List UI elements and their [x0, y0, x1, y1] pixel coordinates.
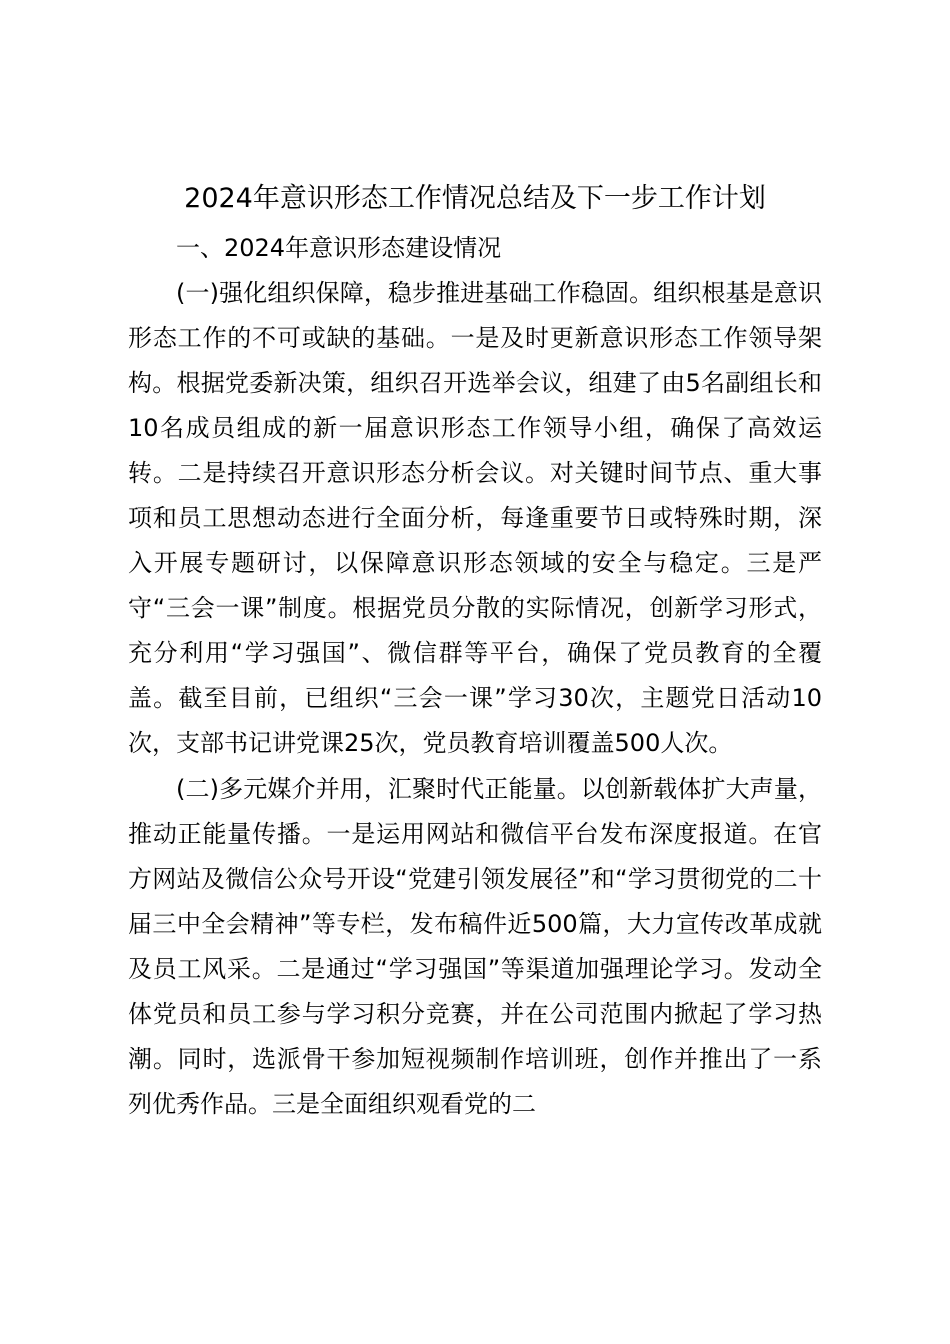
section-heading: 一、2024年意识形态建设情况 [176, 234, 502, 262]
document-title: 2024年意识形态工作情况总结及下一步工作计划 [184, 183, 766, 214]
paragraph-organization-guarantee: (一)强化组织保障，稳步推进基础工作稳固。组织根基是意识形态工作的不可或缺的基础。一是及时更新意识形态工作领导架构。根据党委新决策，组织召开选举会议，组建了由5名副组长和10名成员组成的新一届意识形态工作领导小组，确保了高效运转。二是持续召开意识形态分析会议。对关键时间节点、重大事项和员工思想动态进行全面分析，每逢重要节日或特殊时期，深入开展专题研讨，以保障意识形态领域的安全与稳定。三是严守“三会一课”制度。根据党员分散的实际情况，创新学习形式，充分利用“学习强国”、微信群等平台，确保了党员教育的全覆盖。截至目前，已组织“三会一课”学习30次，主题党日活动10次，支部书记讲党课25次，党员教育培训覆盖500人次。 [128, 279, 822, 757]
document-body [128, 226, 822, 1127]
paragraph-multimedia: (二)多元媒介并用，汇聚时代正能量。以创新载体扩大声量，推动正能量传播。一是运用网站和微信平台发布深度报道。在官方网站及微信公众号开设“党建引领发展径”和“学习贯彻党的二十届三中全会精神”等专栏，发布稿件近500篇，大力宣传改革成就及员工风采。二是通过“学习强国”等渠道加强理论学习。发动全体党员和员工参与学习积分竞赛，并在公司范围内掀起了学习热潮。同时，选派骨干参加短视频制作培训班，创作并推出了一系列优秀作品。三是全面组织观看党的二 [128, 775, 822, 1118]
